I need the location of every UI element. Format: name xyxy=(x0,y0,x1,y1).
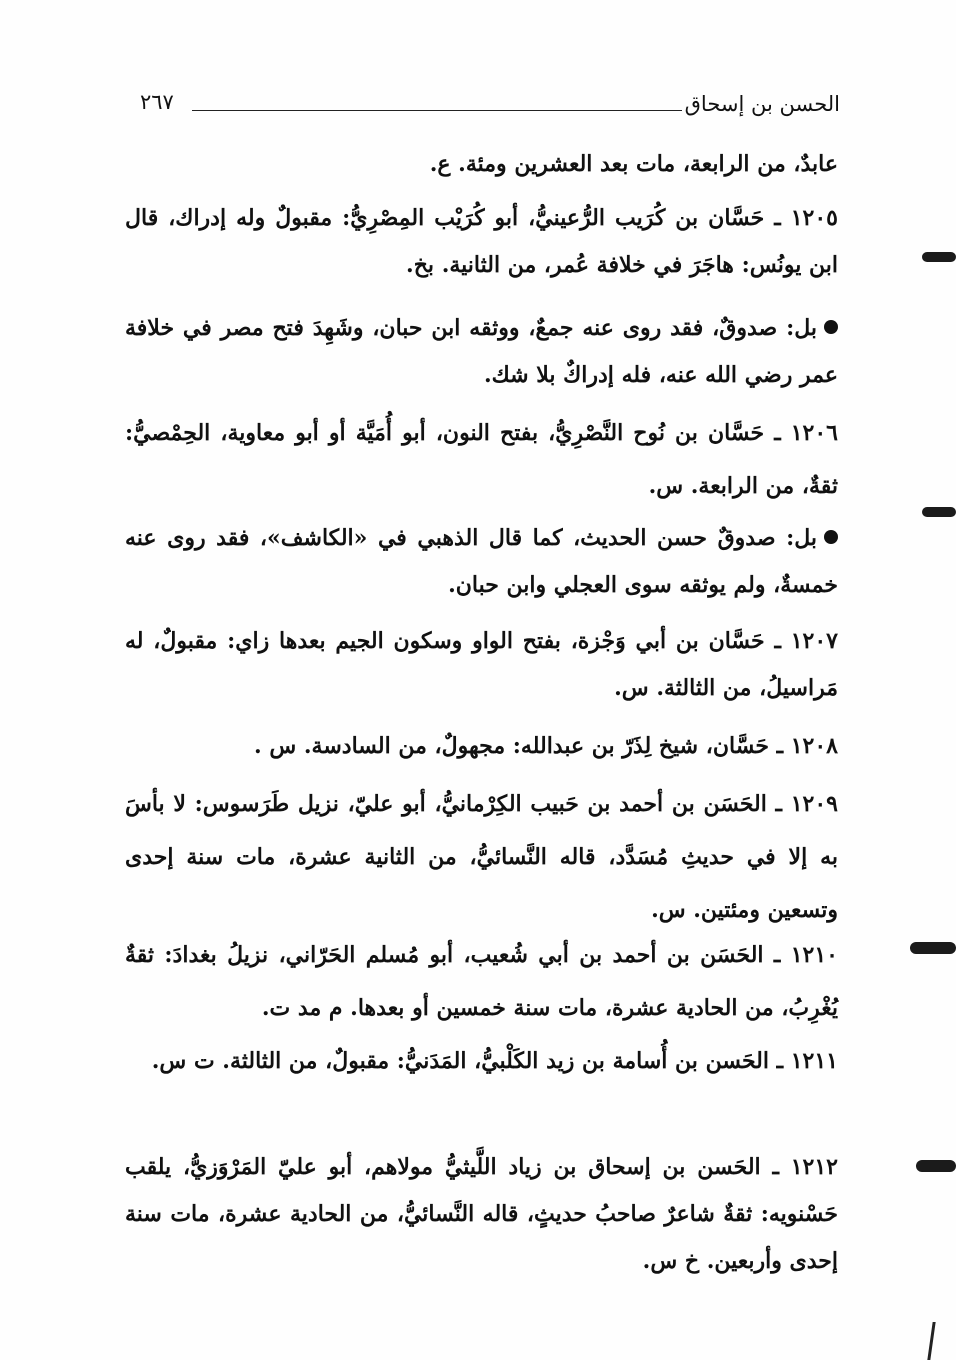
entry-text: ١٢١١ ـ الحَسن بن أُسامة بن زيد الكَلْبيُّ، المَدَنيُّ: مقبولٌ، من الثالثة. ت س. xyxy=(151,1048,838,1074)
margin-tab-mark xyxy=(922,507,956,517)
entry-text: ١٢٠٨ ـ حَسَّان، شيخ لِذَرّ بن عبدالله: مجهولٌ، من السادسة. س . xyxy=(254,733,838,759)
entry-1206 xyxy=(125,407,838,513)
entry-text: ١٢٠٦ ـ حَسَّان بن نُوح النَّصْرِيُّ، بفتح النون، أبو أُمَيَّة أو أبو معاوية، الحِمْصيُّ: ثقةٌ، من الرابعة. س. xyxy=(125,420,838,499)
entry-1205 xyxy=(125,195,838,289)
margin-tab-mark xyxy=(916,1160,956,1172)
note-text: صدوقٌ، فقد روى عنه جمعٌ، ووثقه ابن حبان، وشَهِدَ فتح مصر في خلافة عمر رضي الله عنه، فله إدراكٌ بلا شك. xyxy=(125,315,838,388)
note-marker: بل: xyxy=(786,315,817,341)
entry-text: ١٢٠٥ ـ حَسَّان بن كُرَيب الرُّعينيُّ، أبو كُرَيْب المِصْرِيُّ: مقبولٌ وله إدراك، قال ابن يونُس: هاجَرَ في خلافة عُمر، من الثانية. بخ. xyxy=(125,205,838,278)
entry-1209 xyxy=(125,778,838,937)
page-header xyxy=(140,86,840,126)
entry-1207 xyxy=(125,618,838,712)
note-marker: بل: xyxy=(786,525,818,551)
entry-1208 xyxy=(125,723,838,770)
margin-tab-mark xyxy=(922,252,956,262)
note-1206 xyxy=(125,515,838,609)
note-text: صدوقٌ حسن الحديث، كما قال الذهبي في «الكاشف»، فقد روى عنه خمسةٌ، ولم يوثقه سوى العجلي وابن حبان. xyxy=(125,525,838,598)
header-rule xyxy=(192,110,682,111)
page-number: ٢٦٧ xyxy=(140,90,174,114)
bullet-icon xyxy=(824,320,838,334)
note-1205 xyxy=(125,305,838,399)
entry-1210 xyxy=(125,929,838,1035)
entry-continuation xyxy=(125,141,838,188)
entry-text: ١٢١٠ ـ الحَسَن بن أحمد بن أبي شُعيب، أبو مُسلم الحَرّاني، نزيلُ بغدادَ: ثقةٌ يُغْرِبُ، من الحادية عشرة، مات سنة خمسين أو بعدها. م مد ت. xyxy=(125,942,838,1021)
entry-text: ١٢٠٩ ـ الحَسَن بن أحمد بن حَبيب الكِرْمانيُّ، أبو عليّ، نزيل طَرَسوس: لا بأسَ به إلا في حديثِ مُسَدَّد، قاله النَّسائيُّ، من الثانية عشرة، مات سنة إحدى وتسعين ومئتين. س. xyxy=(125,791,838,923)
entry-text: ١٢٠٧ ـ حَسَّان بن أبي وَجْزة، بفتح الواو وسكون الجيم بعدها زاي: مقبولٌ، له مَراسيلُ، من الثالثة. س. xyxy=(125,628,838,701)
gutter-line xyxy=(927,1322,935,1360)
margin-tab-mark xyxy=(910,942,956,954)
entry-1212 xyxy=(125,1144,838,1285)
entry-text: عابدٌ، من الرابعة، مات بعد العشرين ومئة. ع. xyxy=(429,151,838,177)
entry-1211 xyxy=(125,1035,838,1088)
entry-text: ١٢١٢ ـ الحَسن بن إسحاق بن زياد اللَّيثيُّ مولاهم، أبو عليّ المَرْوَزيُّ، يلقب حَسْنويه: ثقةٌ شاعرٌ صاحبُ حديثٍ، قاله النَّسائيُّ، من الحادية عشرة، مات سنة إحدى وأربعين. خ س. xyxy=(125,1154,838,1274)
running-title: الحسن بن إسحاق xyxy=(684,92,840,116)
bullet-icon xyxy=(824,530,838,544)
